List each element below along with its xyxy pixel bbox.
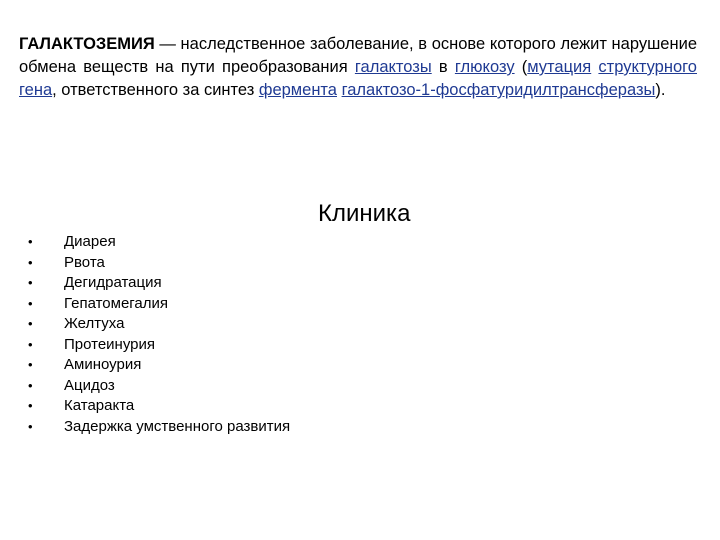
list-item-label: Желтуха [64, 315, 125, 332]
intro-text-3: ( [514, 58, 528, 76]
list-item [28, 355, 290, 376]
list-item-label: Протеинурия [64, 335, 156, 353]
list-item [28, 376, 290, 397]
intro-text-2: в [431, 58, 455, 76]
list-item-label: Задержка умственного развития [64, 417, 291, 435]
symptom-list [28, 232, 290, 437]
bullet-icon: • [28, 398, 33, 413]
list-item-label: Рвота [64, 253, 105, 271]
intro-paragraph [19, 33, 697, 102]
list-item-label: Катаракта [64, 397, 135, 414]
link-mutation[interactable]: мутация [527, 58, 592, 76]
link-glucose[interactable]: глюкозу [454, 58, 515, 76]
list-item [28, 232, 290, 253]
intro-text-1: — наследственное заболевание, в основе которого лежит нарушение обмена веществ на пути преобразования [19, 35, 697, 76]
disease-term: ГАЛАКТОЗЕМИЯ [19, 35, 155, 53]
bullet-icon: • [28, 254, 33, 270]
bullet-icon: • [28, 295, 33, 311]
list-item-label: Аминоурия [64, 356, 142, 373]
list-item-label: Дегидратация [64, 274, 162, 291]
list-item [28, 314, 290, 335]
link-gene[interactable]: гена [19, 81, 53, 99]
list-item [28, 273, 290, 294]
bullet-icon: • [28, 336, 33, 352]
bullet-icon: • [28, 234, 33, 249]
section-heading: Клиника [318, 200, 411, 227]
list-item [28, 294, 290, 315]
link-galactose[interactable]: галактозы [354, 58, 432, 76]
list-item [28, 253, 290, 274]
intro-text-6: , ответственного за синтез [52, 81, 259, 99]
list-item [28, 335, 290, 356]
link-gpt-enzyme[interactable]: галактозо-1-фосфатуридилтрансферазы [341, 81, 656, 99]
list-item [28, 417, 290, 438]
link-enzyme[interactable]: фермента [258, 81, 337, 99]
list-item-label: Диарея [64, 233, 116, 250]
bullet-icon: • [28, 316, 33, 331]
list-item [28, 396, 290, 417]
bullet-icon: • [28, 275, 33, 290]
link-structural[interactable]: структурного [598, 58, 697, 76]
intro-text-8: ). [655, 81, 666, 99]
bullet-icon: • [28, 418, 33, 434]
bullet-icon: • [28, 377, 33, 393]
bullet-icon: • [28, 357, 33, 372]
list-item-label: Ацидоз [64, 376, 115, 394]
list-item-label: Гепатомегалия [64, 294, 169, 312]
